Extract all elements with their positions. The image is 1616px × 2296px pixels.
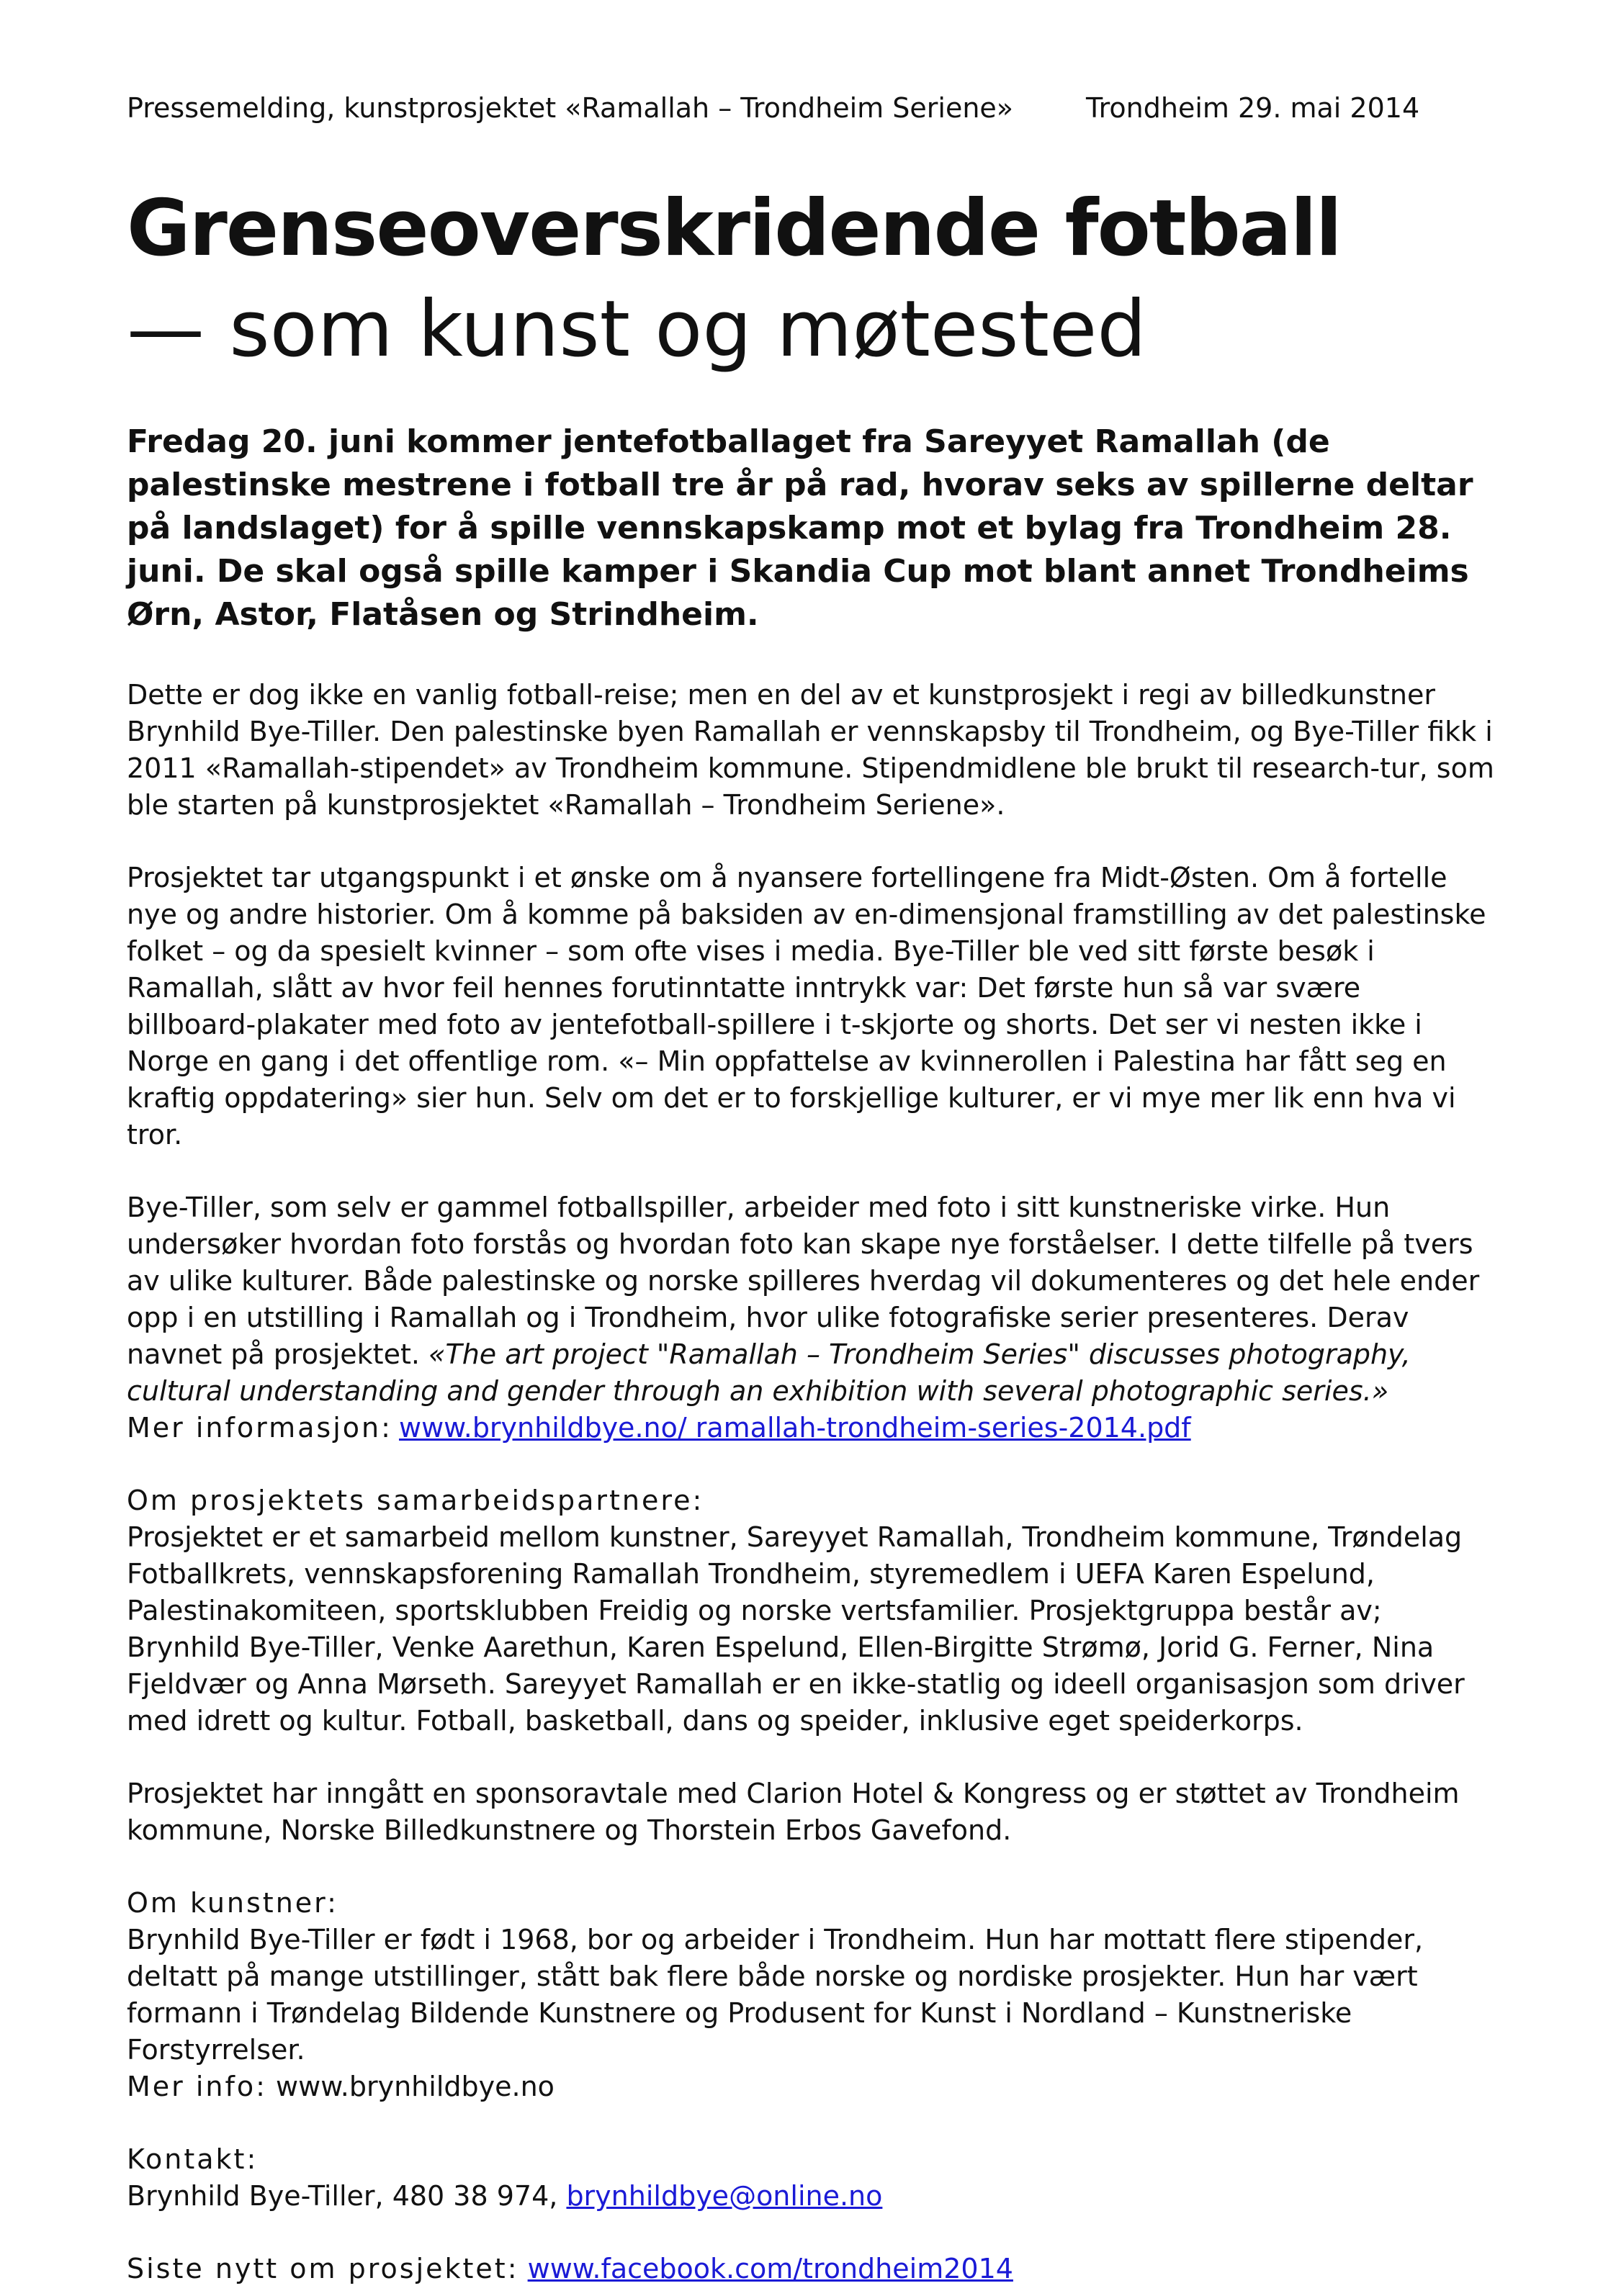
news-label: Siste nytt om prosjektet: xyxy=(127,2253,519,2284)
contact-text: Brynhild Bye-Tiller, 480 38 974, xyxy=(127,2180,567,2212)
artist-more-value: www.brynhildbye.no xyxy=(266,2071,555,2102)
press-header xyxy=(127,91,1495,125)
more-info-label: Mer informasjon xyxy=(127,1412,382,1444)
artist-heading: Om kunstner: xyxy=(127,1887,338,1919)
partners-paragraph: Prosjektet er et samarbeid mellom kunstner, Sareyyet Ramallah, Trondheim kommune, Trøndelag Fotballkrets, vennskapsforening Ramallah Trondheim, styremedlem i UEFA Karen Espelund, Palestinakomiteen, sportsklubben Freidig og norske vertsfamilier. Prosjektgruppa består av; Brynhild Bye-Tiller, Venke Aarethun, Karen Espelund, Ellen-Birgitte Strømø, Jorid G. Ferner, Nina Fjeldvær og Anna Mørseth. Sareyyet Ramallah er en ikke-statlig og ideell organisasjon som driver med idrett og kultur. Fotball, basketball, dans og speider, inklusive eget speiderkorps. xyxy=(127,1521,1465,1737)
lead-paragraph: Fredag 20. juni kommer jentefotballaget fra Sareyyet Ramallah (de palestinske mestrene i fotball tre år på rad, hvorav seks av spillerne deltar på landslaget) for å spille vennskapskamp mot et bylag fra Trondheim 28. juni. De skal også spille kamper i Skandia Cup mot blant annet Trondheims Ørn, Astor, Flatåsen og Strindheim. xyxy=(127,423,1473,633)
subheadline: — som kunst og møtested xyxy=(127,284,1146,374)
header-date: Trondheim 29. mai 2014 xyxy=(1086,92,1420,124)
body-text xyxy=(127,677,1495,2287)
contact-line xyxy=(127,2178,1495,2215)
headline: Grenseoverskridende fotball xyxy=(127,184,1341,274)
artist-more-label: Mer info: xyxy=(127,2071,267,2102)
english-quote: «The art project "Ramallah – Trondheim Series" discusses photography, cultural understanding and gender through an exhibition with several photographic series.» xyxy=(127,1338,1411,1407)
news-line xyxy=(127,2251,1495,2287)
artist-more-info xyxy=(127,2068,1495,2105)
paragraph-artist-work-text: Bye-Tiller, som selv er gammel fotballspiller, arbeider med foto i sitt kunstneriske virke. Hun undersøker hvordan foto forstås og hvordan foto kan skape nye forståelser. I dette tilfelle på tvers av ulike kulturer. Både palestinske og norske spilleres hverdag vil dokumenteres og det hele ender opp i en utstilling i Ramallah og i Trondheim, hvor ulike fotografiske serier presenteres. Derav navnet på prosjektet. xyxy=(127,1192,1480,1370)
more-info-line xyxy=(127,1410,1495,1446)
news-link[interactable]: www.facebook.com/trondheim2014 xyxy=(527,2253,1013,2284)
header-title: Pressemelding, kunstprosjektet «Ramallah – Trondheim Seriene» xyxy=(127,92,1014,124)
contact-heading: Kontakt: xyxy=(127,2143,259,2175)
partners-heading: Om prosjektets samarbeidspartnere: xyxy=(127,1485,704,1516)
artist-paragraph: Brynhild Bye-Tiller er født i 1968, bor og arbeider i Trondheim. Hun har mottatt flere stipender, deltatt på mange utstillinger, stått bak flere både norske og nordiske prosjekter. Hun har vært formann i Trøndelag Bildende Kunstnere og Produsent for Kunst i Nordland – Kunstneriske Forstyrrelser. xyxy=(127,1924,1424,2066)
more-info-link[interactable]: www.brynhildbye.no/ ramallah-trondheim-series-2014.pdf xyxy=(398,1412,1191,1444)
paragraph-project: Prosjektet tar utgangspunkt i et ønske om å nyansere fortellingene fra Midt-Østen. Om å fortelle nye og andre historier. Om å komme på baksiden av en-dimensjonal framstilling av det palestinske folket – og da spesielt kvinner – som ofte vises i media. Bye-Tiller ble ved sitt første besøk i Ramallah, slått av hvor feil hennes forutinntatte inntrykk var: Det første hun så var svære billboard-plakater med foto av jentefotball-spillere i t-skjorte og shorts. Det ser vi nesten ikke i Norge en gang i det offentlige rom. «– Min oppfattelse av kvinnerollen i Palestina har fått seg en kraftig oppdatering» sier hun. Selv om det er to forskjellige kulturer, er vi mye mer lik enn hva vi tror. xyxy=(127,862,1486,1151)
contact-email-link[interactable]: brynhildbye@online.no xyxy=(566,2180,883,2212)
paragraph-artist-work xyxy=(127,1189,1495,1410)
more-info-separator: : xyxy=(381,1412,399,1444)
paragraph-intro: Dette er dog ikke en vanlig fotball-reise; men en del av et kunstprosjekt i regi av billedkunstner Brynhild Bye-Tiller. Den palestinske byen Ramallah er vennskapsby til Trondheim, og Bye-Tiller fikk i 2011 «Ramallah-stipendet» av Trondheim kommune. Stipendmidlene ble brukt til research-tur, som ble starten på kunstprosjektet «Ramallah – Trondheim Seriene». xyxy=(127,679,1494,821)
sponsor-paragraph: Prosjektet har inngått en sponsoravtale med Clarion Hotel & Kongress og er støttet av Trondheim kommune, Norske Billedkunstnere og Thorstein Erbos Gavefond. xyxy=(127,1778,1460,1846)
